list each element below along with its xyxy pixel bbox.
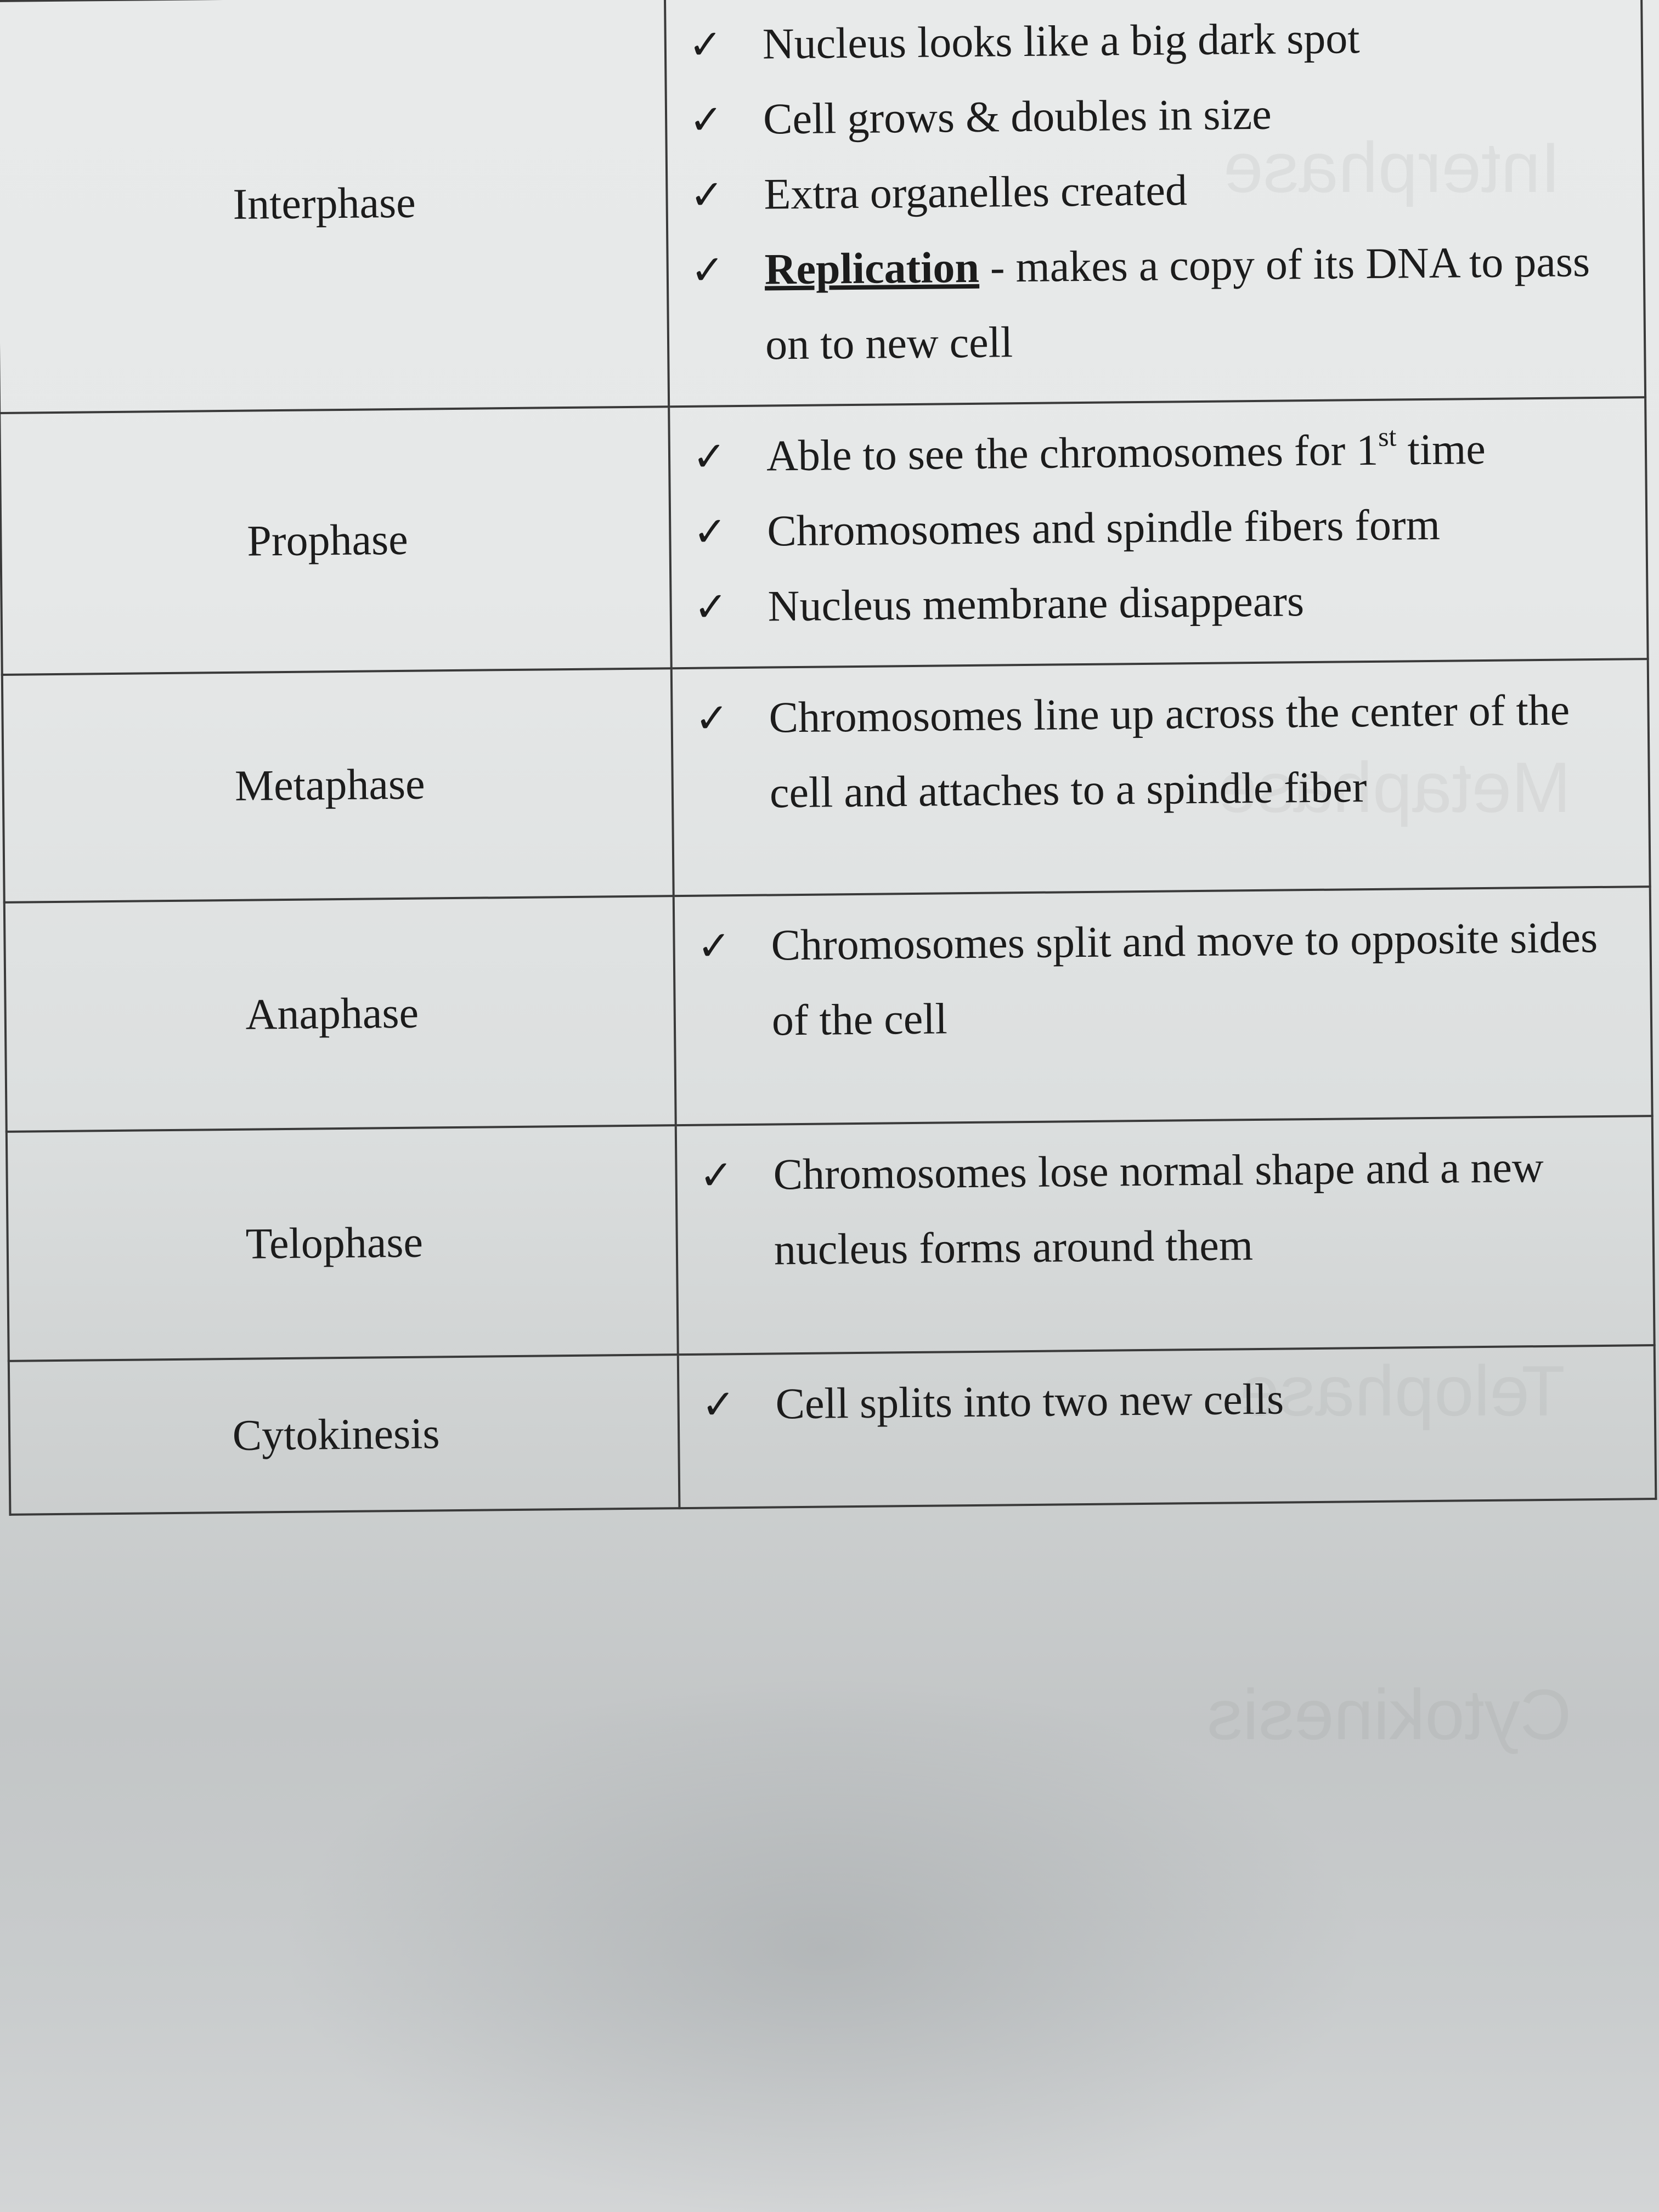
phase-name-cell <box>9 1355 680 1515</box>
show-through-text: Cytokinesis <box>1207 1674 1572 1754</box>
list-item <box>701 1358 1638 1442</box>
check-mark-icon: ✓ <box>689 96 724 144</box>
check-mark-icon: ✓ <box>695 695 730 742</box>
list-item <box>693 486 1629 569</box>
ordinal-suffix: st <box>1378 421 1397 452</box>
phase-description-cell <box>678 1345 1656 1508</box>
list-item <box>695 672 1632 831</box>
list-item <box>688 0 1624 83</box>
phase-description-cell <box>676 1116 1655 1355</box>
bullet-list <box>692 410 1630 645</box>
list-item <box>692 410 1628 494</box>
key-term: Replication <box>764 243 980 294</box>
list-item <box>697 900 1634 1059</box>
bullet-list <box>695 672 1632 831</box>
table-row <box>2 659 1650 902</box>
list-item <box>699 1129 1637 1288</box>
table-row <box>0 397 1648 675</box>
item-text: Nucleus membrane disappears <box>768 577 1305 631</box>
phase-name-cell <box>0 0 669 413</box>
check-mark-icon: ✓ <box>699 1152 734 1199</box>
table-row <box>4 887 1652 1132</box>
check-mark-icon: ✓ <box>692 433 727 481</box>
bullet-list <box>701 1358 1638 1442</box>
check-mark-icon: ✓ <box>693 583 729 631</box>
check-mark-icon: ✓ <box>688 21 723 69</box>
show-through-text: Interphase <box>1223 127 1561 207</box>
phase-name: Metaphase <box>234 760 425 810</box>
phase-name-cell <box>4 896 676 1132</box>
item-text: Chromosomes split and move to opposite sides of the cell <box>771 913 1598 1045</box>
check-mark-icon: ✓ <box>697 922 732 970</box>
phase-name-cell <box>0 407 672 675</box>
phase-description-cell <box>665 0 1645 407</box>
table-row <box>0 0 1645 413</box>
item-text: makes a copy of its DNA to pass on to new cell <box>765 238 1590 369</box>
phase-description-cell <box>672 659 1650 896</box>
check-mark-icon: ✓ <box>701 1381 736 1429</box>
item-text: time <box>1396 425 1486 475</box>
check-mark-icon: ✓ <box>692 508 727 556</box>
phase-description-cell <box>669 397 1647 668</box>
show-through-text: Telophase <box>1240 1351 1565 1431</box>
item-text: Cell grows & doubles in size <box>763 90 1272 144</box>
list-item <box>690 149 1626 233</box>
list-item <box>693 561 1630 645</box>
phase-name: Anaphase <box>245 989 419 1039</box>
phase-name: Prophase <box>246 515 409 566</box>
table-row <box>9 1345 1656 1515</box>
table-row <box>7 1116 1655 1361</box>
bullet-list <box>688 0 1627 383</box>
shadow-overlay <box>0 1564 1659 2212</box>
show-through-text: Metaphase <box>1218 747 1571 827</box>
item-text: Nucleus looks like a big dark spot <box>762 14 1360 69</box>
phase-description-cell <box>674 887 1652 1125</box>
list-item <box>689 74 1626 157</box>
item-text: Chromosomes and spindle fibers form <box>766 500 1441 556</box>
check-mark-icon: ✓ <box>690 246 725 294</box>
bullet-list <box>699 1129 1637 1288</box>
list-item <box>690 224 1628 383</box>
item-text: Cell splits into two new cells <box>775 1375 1284 1429</box>
phase-name: Telophase <box>245 1218 424 1268</box>
phase-name-cell <box>2 668 674 902</box>
phase-name-cell <box>7 1125 678 1361</box>
check-mark-icon: ✓ <box>690 171 724 219</box>
item-text: Chromosomes lose normal shape and a new nucleus forms around them <box>773 1143 1544 1274</box>
item-text: Extra organelles created <box>764 166 1188 219</box>
item-text: Chromosomes line up across the center of the cell and attaches to a spindle fiber <box>769 686 1570 817</box>
term-separator: - <box>979 243 1016 292</box>
phase-name: Interphase <box>233 178 416 229</box>
phase-name: Cytokinesis <box>232 1409 440 1460</box>
item-text: Able to see the chromosomes for 1 <box>766 426 1379 481</box>
bullet-list <box>697 900 1634 1059</box>
